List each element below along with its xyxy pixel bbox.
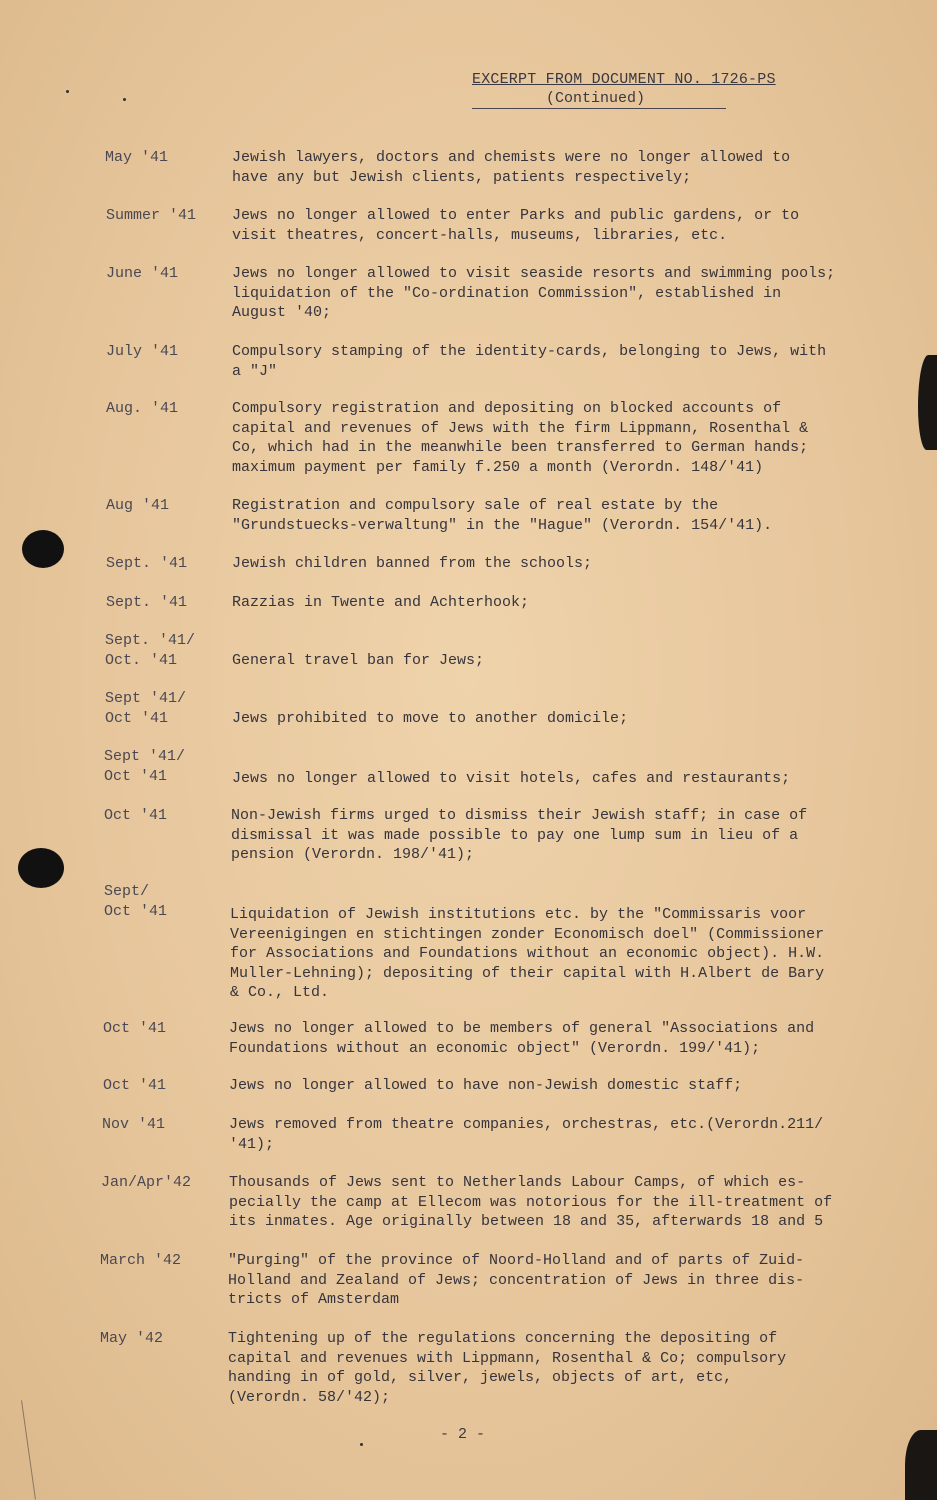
entry-text (232, 496, 892, 535)
speck (360, 1443, 363, 1446)
entry-line: Jewish lawyers, doctors and chemists were no longer allowed to (232, 149, 791, 166)
entry-line: maximum payment per family f.250 a month (Verordn. 148/'41) (232, 458, 764, 476)
entry-line: Jews no longer allowed to visit hotels, cafes and restaurants; (232, 770, 791, 787)
entry-text (232, 264, 892, 323)
entry-line: visit theatres, concert-halls, museums, libraries, etc. (232, 226, 728, 244)
entry-date: May '41 (105, 149, 169, 166)
entry-line: Jews no longer allowed to enter Parks and public gardens, or to (232, 207, 800, 224)
entry-text (232, 651, 892, 671)
entry-date: June '41 (106, 265, 179, 282)
entry-date: Aug. '41 (106, 400, 179, 417)
entry-line: Jews no longer allowed to be members of general "Associations and (229, 1020, 815, 1037)
entry-date: Sept. '41 (106, 594, 188, 611)
entry-line: dismissal it was made possible to pay one lump sum in lieu of a (231, 826, 799, 844)
entry-text (232, 148, 892, 187)
torn-edge-right (918, 355, 937, 450)
header-title: EXCERPT FROM DOCUMENT NO. 1726-PS (472, 71, 776, 88)
entry-date: Oct '41 (103, 1077, 167, 1094)
torn-edge-bottom-right (905, 1430, 937, 1500)
entry-line: Muller-Lehning); depositing of their capital with H.Albert de Bary (230, 964, 825, 982)
entry-date: March '42 (100, 1252, 182, 1269)
entry-text (232, 709, 892, 729)
entry-line: Non-Jewish firms urged to dismiss their Jewish staff; in case of (231, 807, 808, 824)
entry-line: tricts of Amsterdam (228, 1291, 400, 1308)
entry-date: Oct '41 (104, 807, 168, 824)
speck (66, 90, 69, 93)
entry-line: pecially the camp at Ellecom was notorious for the ill-treatment of (229, 1193, 833, 1211)
entry-date: Sept '41/ Oct '41 (104, 748, 186, 785)
entry-line: capital and revenues with Lippmann, Rosenthal & Co; compulsory (228, 1349, 787, 1367)
entry-line: handing in of gold, silver, jewels, objects of art, etc, (228, 1369, 733, 1386)
page-number: - 2 - (440, 1426, 486, 1443)
entry-line: (Verordn. 58/'42); (228, 1388, 391, 1406)
entry-line: Registration and compulsory sale of real estate by the (232, 497, 719, 514)
entry-date: Nov '41 (102, 1116, 166, 1133)
entry-line: liquidation of the "Co-ordination Commission", established in (232, 284, 782, 302)
entry-line: & Co., Ltd. (230, 984, 330, 1001)
entry-text (231, 806, 891, 865)
entry-date: Summer '41 (106, 207, 197, 224)
entry-text (229, 1076, 889, 1096)
entry-date: Sept '41/ Oct '41 (105, 690, 187, 727)
entry-line: Thousands of Jews sent to Netherlands Labour Camps, of which es- (229, 1174, 806, 1191)
entry-line: Holland and Zealand of Jews; concentration of Jews in three dis- (228, 1271, 805, 1289)
entry-date: Sept. '41 (106, 555, 188, 572)
entry-line: Jews prohibited to move to another domicile; (232, 710, 629, 727)
entry-line: August '40; (232, 304, 332, 321)
entry-line: Foundations without an economic object" (Verordn. 199/'41); (229, 1039, 761, 1057)
entry-text (232, 342, 892, 381)
entry-line: "Purging" of the province of Noord-Holland and of parts of Zuid- (228, 1252, 805, 1269)
entry-line: capital and revenues of Jews with the firm Lippmann, Rosenthal & (232, 419, 809, 437)
entry-line: Jews no longer allowed to have non-Jewish domestic staff; (229, 1077, 743, 1094)
entry-line: Jewish children banned from the schools; (232, 555, 593, 572)
entry-text (228, 1251, 888, 1310)
entry-text (229, 1173, 889, 1232)
entry-line: pension (Verordn. 198/'41); (231, 846, 475, 863)
entry-text (229, 1019, 889, 1058)
document-header (472, 70, 802, 109)
entry-text (229, 1115, 889, 1154)
entry-date: Sept. '41/ Oct. '41 (105, 632, 196, 669)
entry-text (232, 554, 892, 574)
entry-date: May '42 (100, 1330, 164, 1347)
entry-text (232, 769, 892, 789)
entry-line: a "J" (232, 362, 278, 380)
entry-date: Jan/Apr'42 (101, 1174, 192, 1191)
entry-line: its inmates. Age originally between 18 and 35, afterwards 18 and 5 (229, 1213, 824, 1230)
entry-line: Co, which had in the meanwhile been transferred to German hands; (232, 439, 809, 456)
entry-date: Oct '41 (103, 1020, 167, 1037)
entry-text (232, 399, 892, 477)
ink-blot-bottom (18, 848, 64, 888)
entry-line: Compulsory registration and depositing on blocked accounts of (232, 400, 782, 417)
ink-blot-top (22, 530, 64, 568)
entry-text (230, 905, 890, 1003)
entry-line: "Grundstuecks-verwaltung" in the "Hague" (Verordn. 154/'41). (232, 516, 773, 534)
speck (123, 98, 126, 101)
entry-line: Vereenigingen en stichtingen zonder Economisch doel" (Commissioner (230, 925, 825, 943)
entry-date: July '41 (106, 343, 179, 360)
entry-line: Razzias in Twente and Achterhook; (232, 594, 530, 611)
entry-line: Compulsory stamping of the identity-cards, belonging to Jews, with (232, 343, 827, 360)
entry-line: Jews no longer allowed to visit seaside resorts and swimming pools; (232, 265, 836, 282)
entry-line: have any but Jewish clients, patients respectively; (232, 168, 692, 186)
crease-left (21, 1400, 36, 1499)
entry-line: for Associations and Foundations without an economic object). H.W. (230, 945, 825, 962)
entry-text (232, 593, 892, 613)
entry-line: General travel ban for Jews; (232, 652, 485, 669)
entry-text (228, 1329, 888, 1407)
entry-text (232, 206, 892, 245)
entry-line: Liquidation of Jewish institutions etc. by the "Commissaris voor (230, 906, 807, 923)
entry-line: Jews removed from theatre companies, orchestras, etc.(Verordn.211/ (229, 1116, 824, 1133)
entry-date: Sept/ Oct '41 (104, 883, 168, 920)
header-subtitle: (Continued) (472, 89, 726, 109)
entry-line: '41); (229, 1135, 275, 1153)
entry-date: Aug '41 (106, 497, 170, 514)
entry-line: Tightening up of the regulations concerning the depositing of (228, 1330, 778, 1347)
